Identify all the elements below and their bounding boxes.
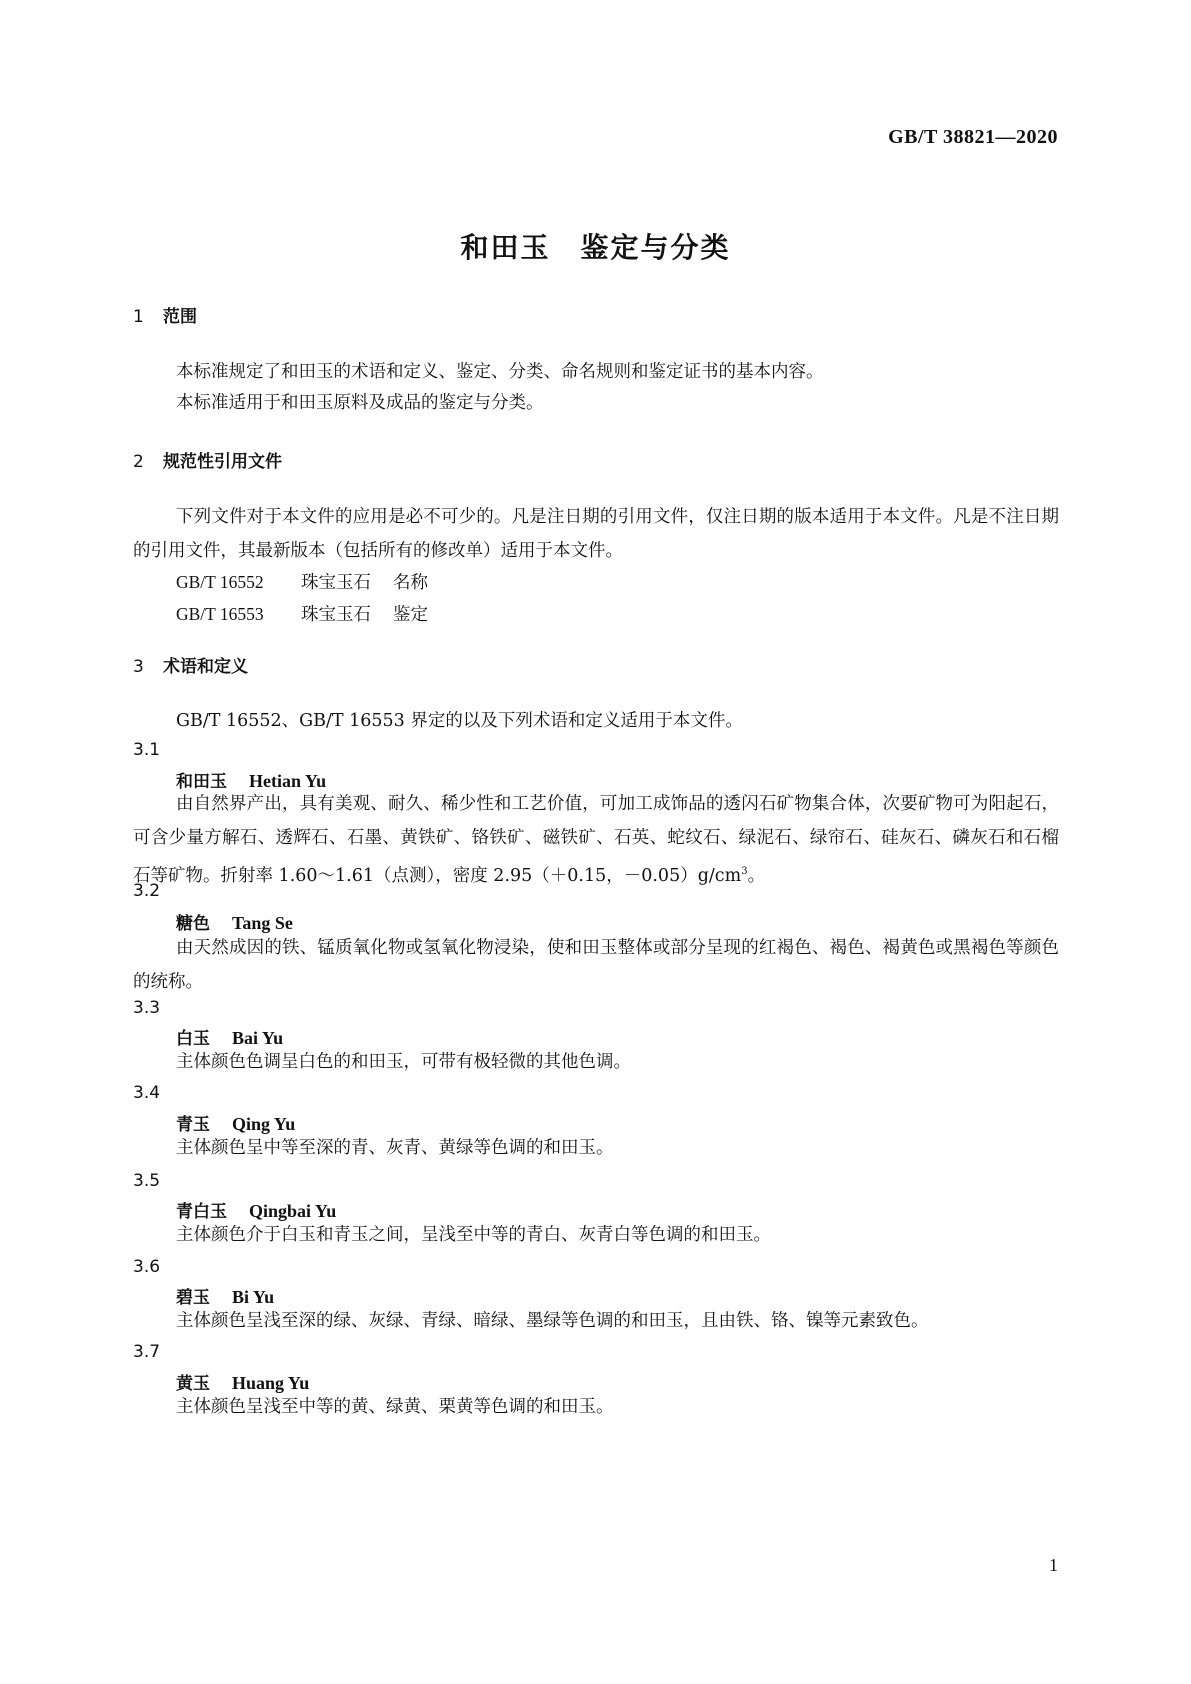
document-title: 和田玉 鉴定与分类: [460, 231, 731, 264]
term-definition: 主体颜色色调呈白色的和田玉，可带有极轻微的其他色调。: [176, 1052, 631, 1072]
section-1-heading: [133, 302, 197, 327]
term-number: 3.5: [133, 1171, 161, 1191]
section-title: 术语和定义: [163, 657, 248, 677]
section-title: 范围: [163, 307, 197, 327]
term-chinese: 黄玉: [176, 1374, 210, 1394]
term-english: Tang Se: [232, 913, 293, 933]
term-chinese: 糖色: [176, 914, 210, 934]
term-chinese: 青白玉: [176, 1202, 227, 1222]
section-3-heading: [133, 652, 248, 677]
terms-intro: GB/T 16552、GB/T 16553 界定的以及下列术语和定义适用于本文件。: [176, 711, 743, 731]
section-2-heading: [133, 447, 282, 472]
definition-text: 由自然界产出，具有美观、耐久、稀少性和工艺价值，可加工成饰品的透闪石矿物集合体，次要矿物可为阳起石，可含少量方解石、透辉石、石墨、黄铁矿、铬铁矿、磁铁矿、石英、蛇纹石、绿泥石、绿帘石、硅灰石、磷灰石和石榴石等矿物。折射率 1.60～1.61（点测），密度 2.95（＋0.15，－0.05）g/cm: [133, 794, 1059, 886]
scope-paragraph-1: 本标准规定了和田玉的术语和定义、鉴定、分类、命名规则和鉴定证书的基本内容。: [176, 362, 824, 382]
section-number: 3: [133, 657, 144, 677]
term-chinese: 青玉: [176, 1115, 210, 1135]
term-number: 3.2: [133, 881, 161, 901]
reference-item: [176, 597, 428, 632]
reference-name-part: 珠宝玉石: [301, 605, 371, 625]
term-english: Bi Yu: [232, 1287, 275, 1307]
definition-end: 。: [747, 865, 766, 886]
term-chinese: 碧玉: [176, 1288, 210, 1308]
term-english: Bai Yu: [232, 1028, 284, 1048]
section-number: 1: [133, 307, 144, 327]
term-definition: 由天然成因的铁、锰质氧化物或氢氧化物浸染，使和田玉整体或部分呈现的红褐色、褐色、褐黄色或黑褐色等颜色的统称。: [133, 938, 1059, 992]
term-chinese: 白玉: [176, 1029, 210, 1049]
term-number: 3.7: [133, 1342, 161, 1362]
term-definition: 主体颜色呈浅至中等的黄、绿黄、栗黄等色调的和田玉。: [176, 1397, 614, 1417]
term-number: 3.4: [133, 1083, 161, 1103]
reference-name-part: 珠宝玉石: [301, 573, 371, 593]
term-chinese: 和田玉: [176, 772, 227, 792]
term-english: Huang Yu: [232, 1373, 310, 1393]
scope-paragraph-2: 本标准适用于和田玉原料及成品的鉴定与分类。: [176, 393, 544, 413]
normative-references-intro: 下列文件对于本文件的应用是必不可少的。凡是注日期的引用文件，仅注日期的版本适用于本文件。凡是不注日期的引用文件，其最新版本（包括所有的修改单）适用于本文件。: [133, 507, 1059, 561]
reference-code: GB/T 16552: [176, 572, 264, 592]
term-number: 3.1: [133, 740, 161, 760]
superscript: 3: [741, 866, 748, 877]
term-number: 3.3: [133, 998, 161, 1018]
reference-name-part: 名称: [393, 573, 428, 593]
term-definition: [133, 787, 1059, 893]
term-definition: 主体颜色呈浅至深的绿、灰绿、青绿、暗绿、墨绿等色调的和田玉，且由铁、铬、镍等元素致色。: [176, 1311, 929, 1331]
term-definition: 主体颜色呈中等至深的青、灰青、黄绿等色调的和田玉。: [176, 1138, 614, 1158]
standard-code: GB/T 38821—2020: [888, 126, 1058, 148]
section-title: 规范性引用文件: [163, 452, 282, 472]
term-english: Qingbai Yu: [249, 1201, 337, 1221]
reference-item: [176, 565, 428, 600]
page-number: 1: [1049, 1555, 1058, 1575]
section-number: 2: [133, 452, 144, 472]
term-definition: 主体颜色介于白玉和青玉之间，呈浅至中等的青白、灰青白等色调的和田玉。: [176, 1225, 771, 1245]
reference-code: GB/T 16553: [176, 604, 264, 624]
term-english: Hetian Yu: [249, 771, 327, 791]
term-number: 3.6: [133, 1257, 161, 1277]
term-english: Qing Yu: [232, 1114, 296, 1134]
reference-name-part: 鉴定: [393, 605, 428, 625]
